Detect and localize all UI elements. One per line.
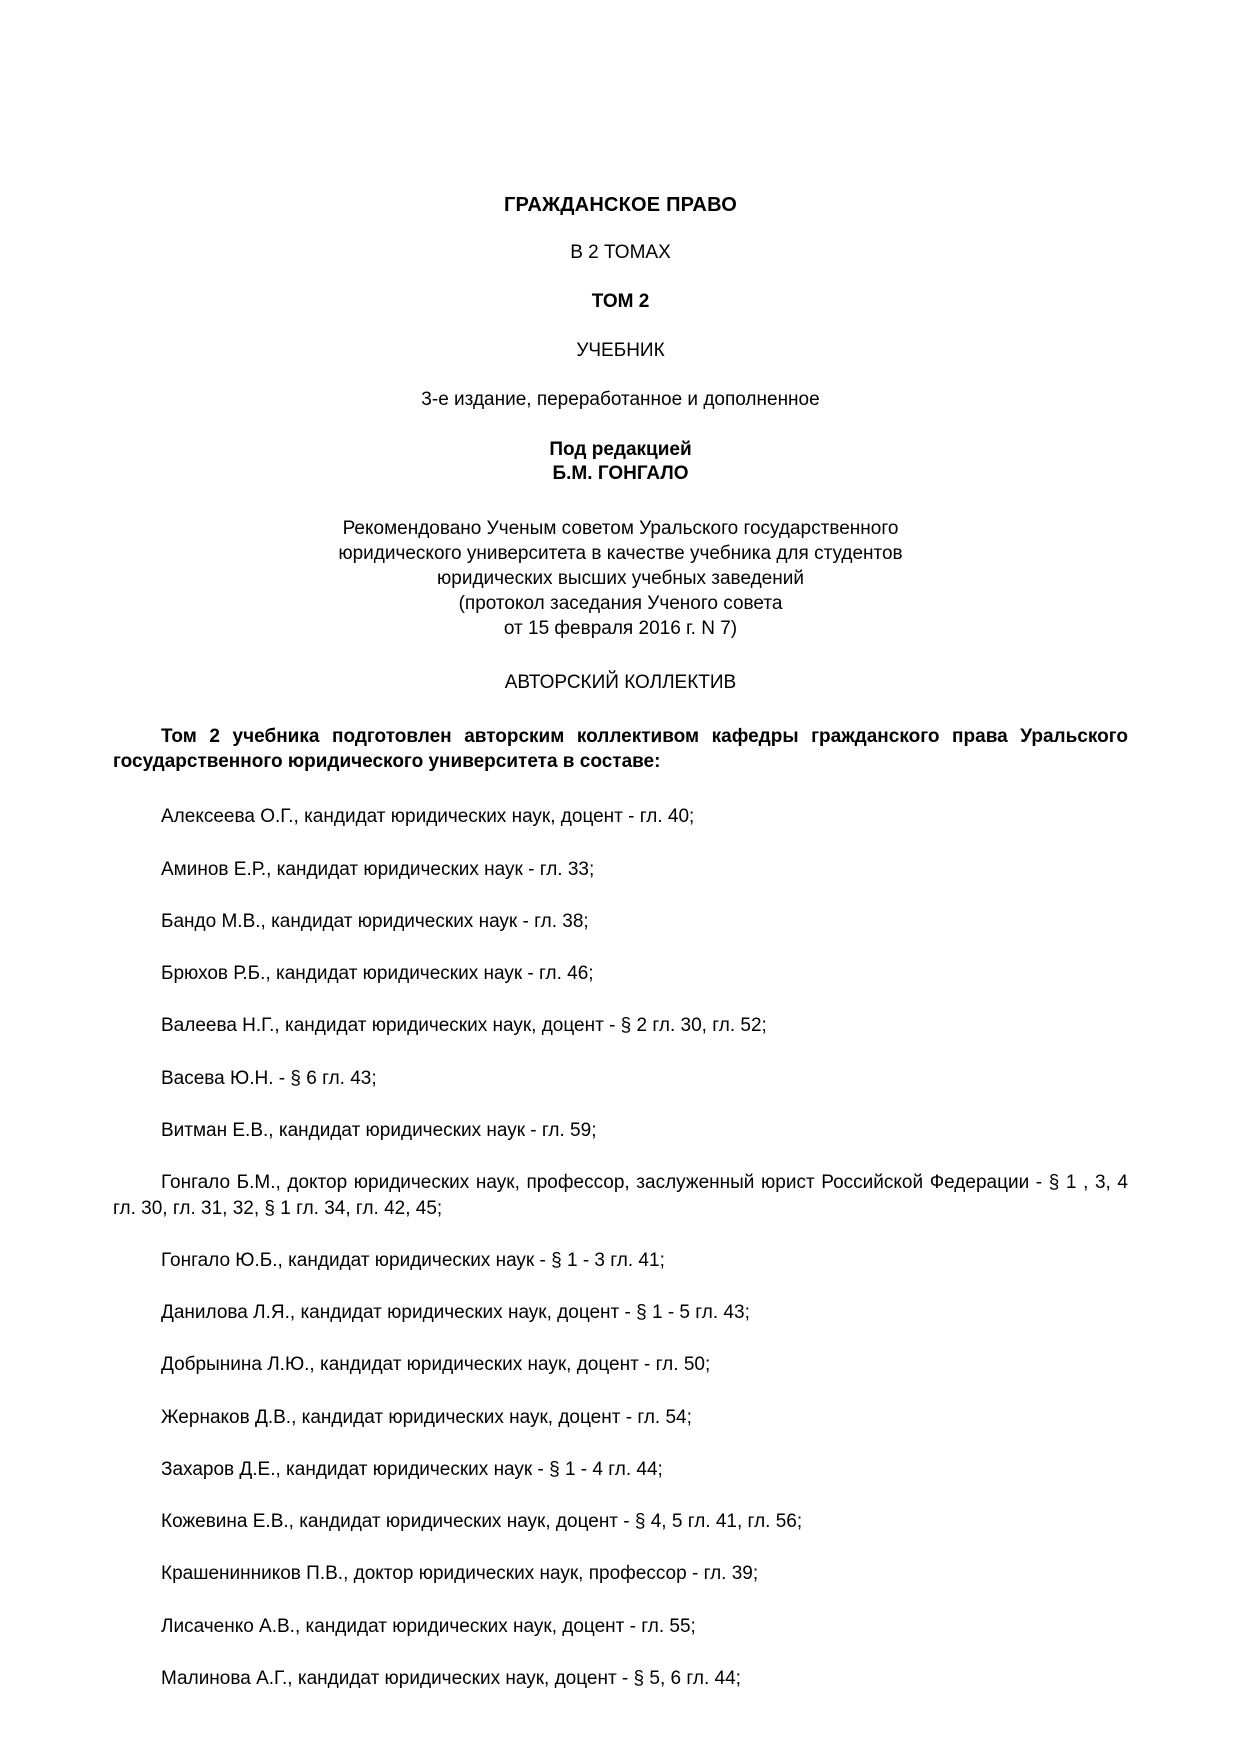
lead-paragraph: Том 2 учебника подготовлен авторским коллективом кафедры гражданского права Уральского государственного юридического университета в составе:	[113, 725, 1128, 773]
recommendation-line: от 15 февраля 2016 г. N 7)	[503, 618, 738, 639]
page-content	[113, 0, 1128, 1691]
editor-name: Б.М. ГОНГАЛО	[552, 462, 689, 484]
list-item: Крашенинников П.В., доктор юридических наук, профессор - гл. 39;	[161, 1563, 759, 1585]
list-item: Данилова Л.Я., кандидат юридических наук, доцент - § 1 - 5 гл. 43;	[161, 1302, 750, 1324]
author-collective-heading: АВТОРСКИЙ КОЛЛЕКТИВ	[504, 672, 737, 694]
list-item: Добрынина Л.Ю., кандидат юридических наук, доцент - гл. 50;	[161, 1354, 711, 1376]
list-item: Алексеева О.Г., кандидат юридических наук, доцент - гл. 40;	[161, 806, 695, 828]
list-item: Гонгало Ю.Б., кандидат юридических наук - § 1 - 3 гл. 41;	[161, 1249, 665, 1271]
editor-label: Под редакцией	[549, 439, 692, 461]
recommendation-block	[113, 486, 1128, 641]
recommendation-line: (протокол заседания Ученого совета	[458, 592, 783, 614]
editor-block	[113, 412, 1128, 486]
list-item: Захаров Д.Е., кандидат юридических наук - § 1 - 4 гл. 44;	[161, 1458, 663, 1480]
list-item: Валеева Н.Г., кандидат юридических наук, доцент - § 2 гл. 30, гл. 52;	[161, 1015, 767, 1037]
edition-statement: 3-е издание, переработанное и дополненное	[421, 389, 820, 411]
publication-kind: УЧЕБНИК	[576, 339, 665, 361]
recommendation-line: юридического университета в качестве учебника для студентов	[338, 542, 903, 564]
list-item: Жернаков Д.В., кандидат юридических наук, доцент - гл. 54;	[161, 1406, 692, 1428]
list-item: Кожевина Е.В., кандидат юридических наук, доцент - § 4, 5 гл. 41, гл. 56;	[161, 1511, 803, 1533]
list-item: Витман Е.В., кандидат юридических наук - гл. 59;	[161, 1120, 597, 1141]
recommendation-line: юридических высших учебных заведений	[437, 567, 804, 589]
page-title: ГРАЖДАНСКОЕ ПРАВО	[504, 194, 737, 216]
recommendation-line: Рекомендовано Ученым советом Уральского государственного	[342, 517, 899, 539]
volumes-note: В 2 ТОМАХ	[570, 242, 671, 263]
list-item: Васева Ю.Н. - § 6 гл. 43;	[161, 1067, 377, 1089]
list-item: Аминов Е.Р., кандидат юридических наук - гл. 33;	[161, 858, 595, 880]
list-item: Малинова А.Г., кандидат юридических наук, доцент - § 5, 6 гл. 44;	[161, 1667, 741, 1689]
author-list	[113, 774, 1128, 1691]
list-item: Гонгало Б.М., доктор юридических наук, профессор, заслуженный юрист Российской Федерации - § 1 , 3, 4 гл. 30, гл. 31, 32, § 1 гл. 34, гл. 42, 45;	[113, 1172, 1128, 1219]
list-item: Лисаченко А.В., кандидат юридических наук, доцент - гл. 55;	[161, 1615, 696, 1637]
list-item: Бандо М.В., кандидат юридических наук - гл. 38;	[161, 910, 589, 932]
list-item: Брюхов Р.Б., кандидат юридических наук - гл. 46;	[161, 963, 594, 985]
volume-label: ТОМ 2	[591, 290, 650, 312]
